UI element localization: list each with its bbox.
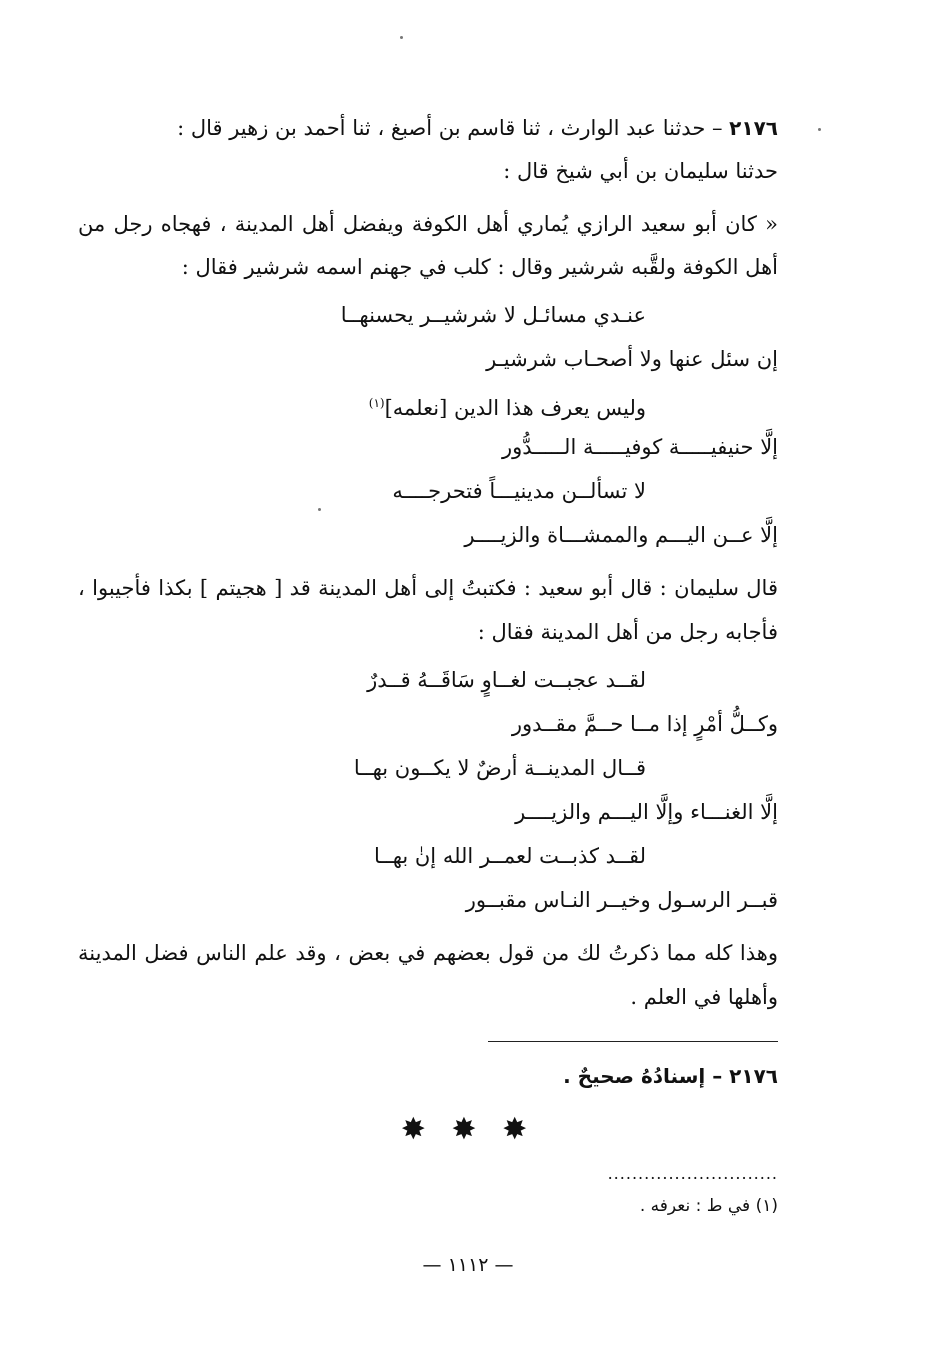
closing-line-2: وأهلها في العلم . [630,985,778,1009]
reply-line-1: قال سليمان : قال أبو سعيد : فكتبتُ إلى أهل المدينة قد [ هجيتم ] بكذا فأجيبوا ، [78,576,778,600]
poem2-verse-1: لقــد عجبــت لغــاوٍ سَاقَــهُ قــدرٌ [367,668,646,692]
poem1-verse-4: إلَّا حنيفيـــــة كوفيـــــة الـــــدُّور [501,435,778,459]
hadith-line-2: حدثنا سليمان بن أبي شيخ قال : [503,159,778,183]
poem2-verse-3: قــال المدينــة أرضٌ لا يكــون بهــا [353,756,646,780]
hadith-number: ٢١٧٦ [729,116,778,140]
poem1-verse-2: إن سئل عنها ولا أصحـاب شرشيـر [486,347,778,371]
poem1-verse-3-text: وليس يعرف هذا الدين [نعلمه] [384,396,646,420]
footnote-1: (١) في ط : نعرفه . [639,1196,778,1216]
section-divider [488,1041,778,1042]
reply-line-2: فأجابه رجل من أهل المدينة فقال : [477,620,778,644]
hadith-chain-text: – حدثنا عبد الوارث ، ثنا قاسم بن أصبغ ، ثنا أحمد بن زهير قال : [177,116,723,140]
star-separator: ✸ ✸ ✸ [400,1112,536,1147]
scan-speck [318,508,321,511]
poem2-verse-2: وكــلُّ أمْرٍ إذا مــا حــمَّ مقــدور [511,712,778,736]
page-number: — ١١١٢ — [422,1254,514,1276]
footnote-marker: (١) [368,396,385,410]
hadith-grading: ٢١٧٦ – إسنادُهُ صحيحٌ . [563,1064,778,1088]
scan-speck [400,36,403,39]
hadith-line-1 [78,113,778,143]
poem2-verse-5: لقــد كذبــت لعمــر الله إنٰ بهــا [373,844,646,868]
scan-speck [818,128,821,131]
closing-line-1: وهذا كله مما ذكرتُ لك من قول بعضهم في بعض ، وقد علم الناس فضل المدينة [78,941,778,965]
poem1-verse-1: عنـدي مسائـل لا شرشيــر يحسنهــا [340,303,646,327]
poem1-verse-3 [369,388,646,423]
story-line-2: أهل الكوفة ولقَّبه شرشير وقال : كلب في جهنم اسمه شرشير فقال : [181,255,778,279]
poem2-verse-4: إلَّا الغنـــاء وإلَّا اليـــم والزيــــر [515,800,778,824]
footnote-dotted-divider: ............................ [607,1164,778,1183]
poem2-verse-6: قبــر الرسـول وخيــر النـاس مقبــور [465,888,778,912]
poem1-verse-5: لا تسألــن مدينيـــاً فتحرجــــه [392,479,646,503]
poem1-verse-6: إلَّا عــن اليـــم والممشـــاة والزيــــر [464,523,778,547]
story-line-1: « كان أبو سعيد الرازي يُماري أهل الكوفة ويفضل أهل المدينة ، فهجاه رجل من [78,212,778,236]
